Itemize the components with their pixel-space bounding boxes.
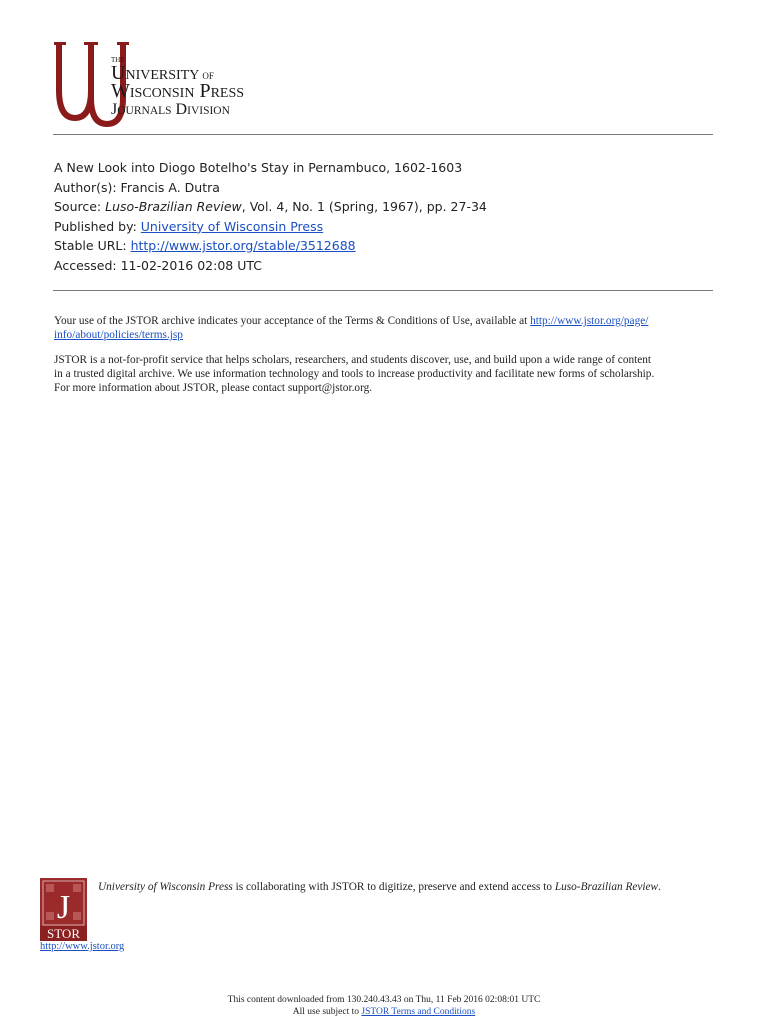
article-author: Author(s): Francis A. Dutra (54, 179, 220, 195)
jstor-home-link[interactable]: http://www.jstor.org (40, 941, 125, 952)
download-info: This content downloaded from 130.240.43.43 on Thu, 11 Feb 2016 02:08:01 UTC (227, 995, 541, 1005)
header-divider (53, 134, 713, 135)
svg-text:WISCONSINPRESS: WISCONSIN PRESS (111, 80, 245, 102)
article-accessed: Accessed: 11-02-2016 02:08 UTC (54, 257, 262, 273)
download-footer (0, 994, 768, 1018)
terms-link-continued[interactable]: info/about/policies/terms.jsp (54, 329, 183, 342)
footer-terms-link[interactable]: JSTOR Terms and Conditions (361, 1007, 476, 1017)
article-publisher: Published by: University of Wisconsin Press (54, 218, 324, 234)
university-of-wisconsin-press-logo (53, 38, 283, 128)
collaboration-statement: University of Wisconsin Press is collaborating with JSTOR to digitize, preserve and extend access to Luso-Brazilian Review. (98, 881, 661, 893)
logo-the: THE (111, 56, 125, 64)
terms-paragraph: Your use of the JSTOR archive indicates your acceptance of the Terms & Conditions of Use, available at http://www.jstor.org/page/ info/about/policies/terms.jsp (54, 315, 649, 342)
article-stable-url: Stable URL: http://www.jstor.org/stable/3512688 (54, 238, 356, 253)
svg-text:JOURNALSDIVISION: JOURNALS DIVISION (111, 101, 230, 118)
article-metadata (54, 158, 487, 275)
stable-url-link[interactable]: http://www.jstor.org/stable/3512688 (130, 238, 356, 253)
article-source: Source: Luso-Brazilian Review, Vol. 4, No. 1 (Spring, 1967), pp. 27-34 (54, 199, 487, 214)
jstor-logo (40, 878, 87, 941)
jstor-logo-text: STOR (47, 926, 80, 941)
publisher-link[interactable]: University of Wisconsin Press (140, 218, 324, 234)
jstor-logo-j: J (56, 889, 71, 926)
terms-footer: All use subject to JSTOR Terms and Conditions (292, 1007, 476, 1017)
jstor-info-paragraph: JSTOR is a not-for-profit service that helps scholars, researchers, and students discover, use, and build upon a wide range of content in a trusted digital archive. We use information technology and tools to increase productivity and facilitate new forms of scholarship. For more information about JSTOR, please contact support@jstor.org. (54, 353, 655, 395)
svg-text:UNIVERSITYOF: UNIVERSITY OF (111, 62, 214, 84)
metadata-divider (53, 290, 713, 291)
terms-notice (54, 314, 714, 405)
article-title: A New Look into Diogo Botelho's Stay in Pernambuco, 1602-1603 (54, 160, 463, 175)
terms-link[interactable]: http://www.jstor.org/page/ (530, 315, 649, 327)
